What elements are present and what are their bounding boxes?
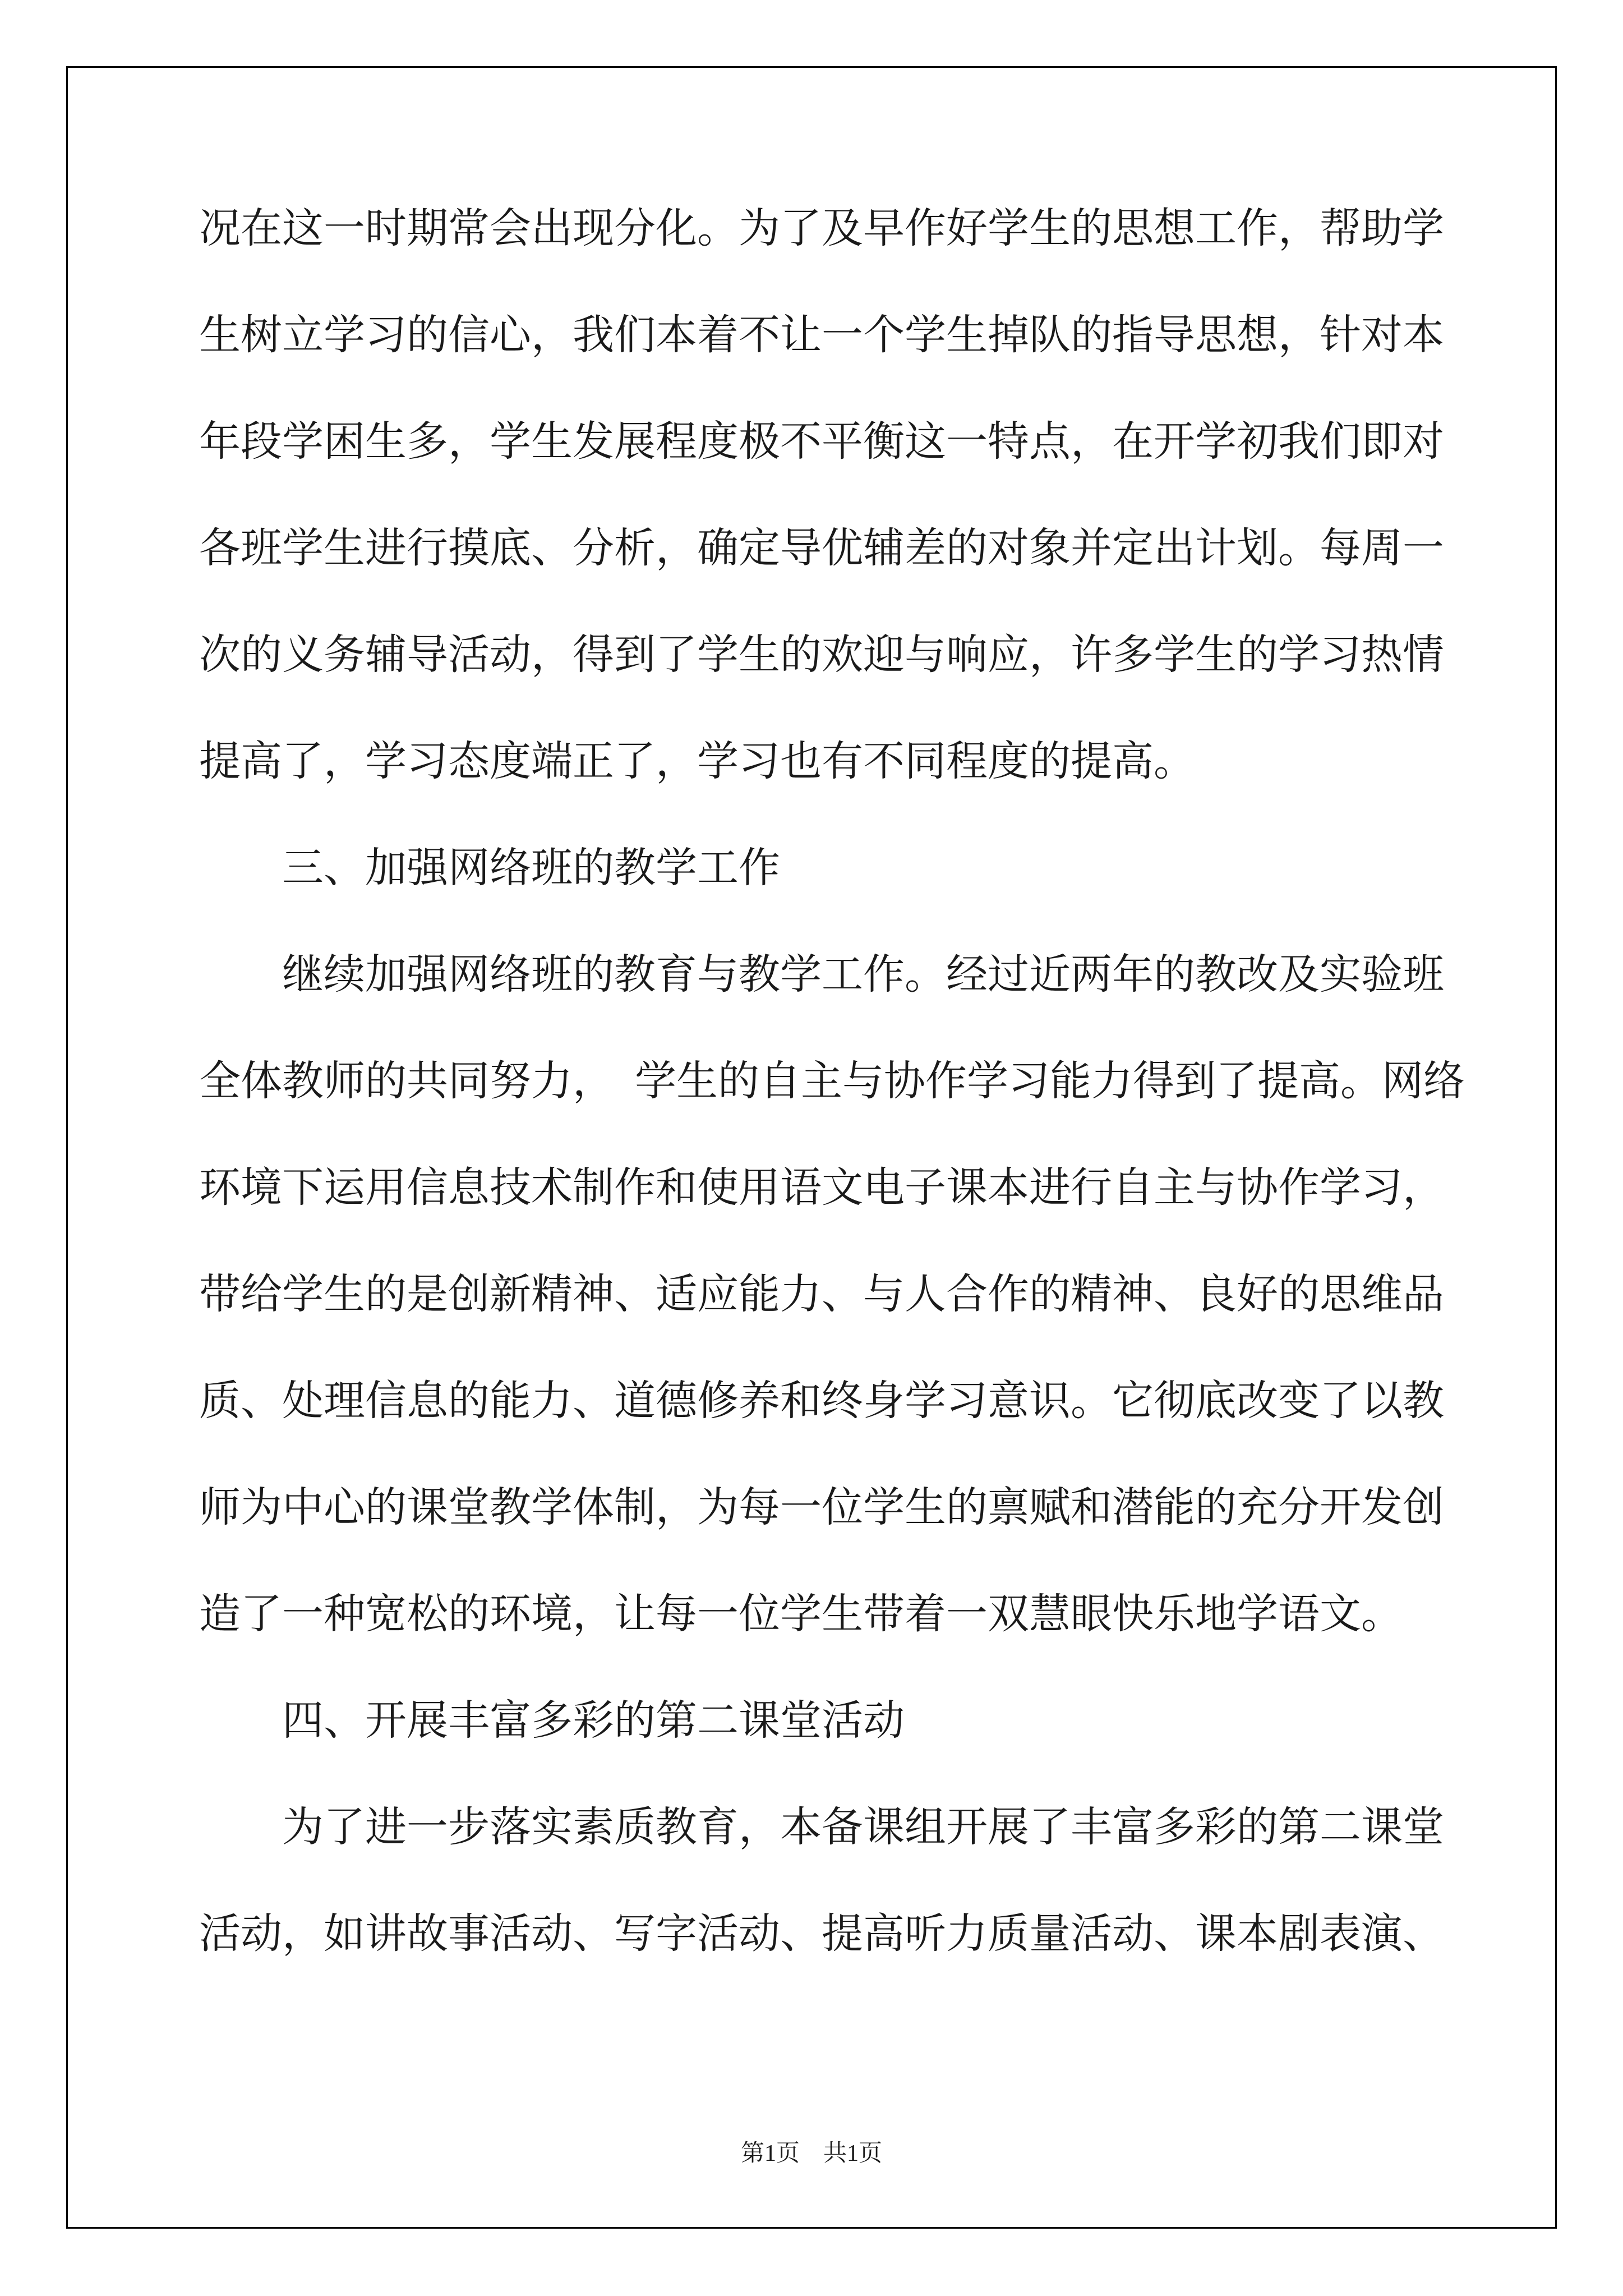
text-line: 带给学生的是创新精神、适应能力、与人合作的精神、良好的思维品 — [199, 1270, 1444, 1318]
document-body — [199, 204, 1465, 2019]
page-number-footer: 第1页 共1页 — [740, 2141, 882, 2166]
text-line: 提高了，学习态度端正了，学习也有不同程度的提高。 — [199, 737, 1195, 785]
text-line: 各班学生进行摸底、分析，确定导优辅差的对象并定出计划。每周一 — [199, 524, 1444, 572]
text-line: 活动，如讲故事活动、写字活动、提高听力质量活动、课本剧表演、 — [199, 1910, 1444, 1958]
text-line: 继续加强网络班的教育与教学工作。经过近两年的教改及实验班 — [199, 950, 1444, 999]
text-line: 师为中心的课堂教学体制，为每一位学生的禀赋和潜能的充分开发创 — [199, 1483, 1444, 1531]
text-line: 质、处理信息的能力、道德修养和终身学习意识。它彻底改变了以教 — [199, 1377, 1444, 1425]
text-line: 全体教师的共同努力， 学生的自主与协作学习能力得到了提高。网络 — [199, 1057, 1465, 1105]
text-line: 为了进一步落实素质教育，本备课组开展了丰富多彩的第二课堂 — [199, 1803, 1444, 1851]
text-line: 环境下运用信息技术制作和使用语文电子课本进行自主与协作学习， — [199, 1163, 1444, 1212]
text-line: 况在这一时期常会出现分化。为了及早作好学生的思想工作，帮助学 — [199, 204, 1444, 252]
section-heading: 四、开展丰富多彩的第二课堂活动 — [282, 1696, 905, 1745]
text-line: 生树立学习的信心，我们本着不让一个学生掉队的指导思想，针对本 — [199, 311, 1444, 359]
section-heading: 三、加强网络班的教学工作 — [282, 844, 780, 892]
text-line: 年段学困生多，学生发展程度极不平衡这一特点，在开学初我们即对 — [199, 417, 1444, 466]
text-line: 造了一种宽松的环境，让每一位学生带着一双慧眼快乐地学语文。 — [199, 1590, 1403, 1638]
text-line: 次的义务辅导活动，得到了学生的欢迎与响应，许多学生的学习热情 — [199, 631, 1444, 679]
